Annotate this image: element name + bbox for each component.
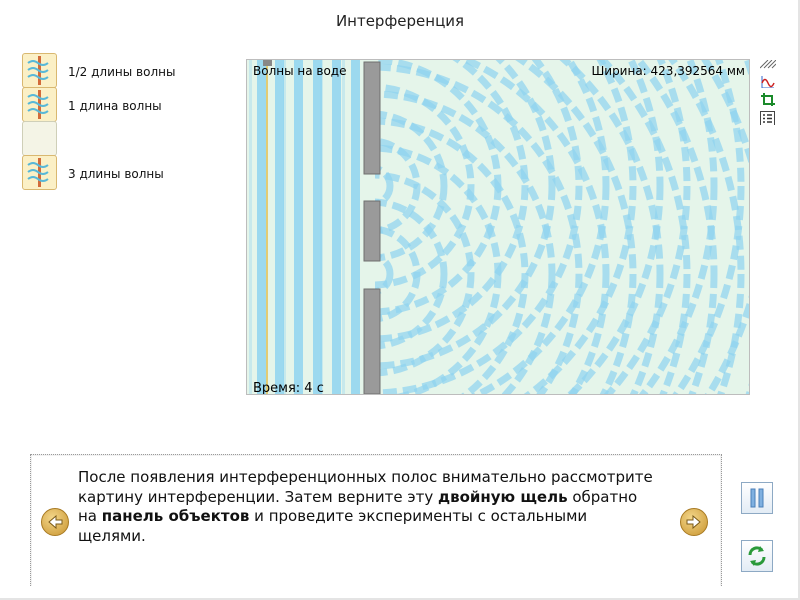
instruction-object-panel: панель объектов [101, 507, 250, 525]
slit-empty-slot[interactable] [22, 121, 57, 156]
half-wavelength-slit-icon [23, 54, 56, 87]
next-arrow-icon [685, 513, 703, 531]
refresh-icon [742, 541, 772, 571]
instruction-text-part3: и проведите эксперименты с остальными щелями. [78, 507, 588, 545]
slit-half-wavelength-button[interactable] [22, 53, 57, 88]
pause-icon [742, 483, 772, 513]
time-readout: Время: 4 с [253, 381, 324, 395]
instruction-text-part1: После появления интерференционных полос внимательно рассмотрите картину интерференции. Затем верните эту [78, 468, 653, 506]
width-readout: Ширина: 423,392564 мм [591, 64, 745, 78]
wave-graph-icon[interactable] [760, 74, 776, 88]
next-button[interactable] [680, 508, 708, 536]
instruction-text-part2: обратно на [78, 487, 638, 525]
slit-one-wavelength-label: 1 длина волны [68, 99, 162, 113]
instruction-double-slit: двойную щель [437, 487, 568, 506]
reset-button[interactable] [741, 540, 773, 572]
page-title: Интерференция [335, 12, 465, 30]
slit-one-wavelength-button[interactable] [22, 87, 57, 122]
slit-three-wavelength-label: 3 длины волны [68, 167, 164, 181]
slit-half-wavelength-label: 1/2 длины волны [68, 65, 176, 79]
instruction-text [78, 468, 658, 546]
slit-three-wavelength-button[interactable] [22, 155, 57, 190]
pause-button[interactable] [741, 482, 773, 514]
interference-pattern [247, 60, 749, 394]
simulation-name: Волны на воде [253, 64, 347, 78]
previous-arrow-icon [46, 513, 64, 531]
three-wavelength-slit-icon [23, 156, 56, 189]
list-properties-icon[interactable] [760, 111, 776, 125]
one-wavelength-slit-icon [23, 88, 56, 121]
crop-icon[interactable] [760, 92, 776, 106]
wave-simulation-canvas[interactable] [246, 59, 750, 395]
previous-button[interactable] [41, 508, 69, 536]
hatch-pattern-icon[interactable] [760, 60, 776, 74]
